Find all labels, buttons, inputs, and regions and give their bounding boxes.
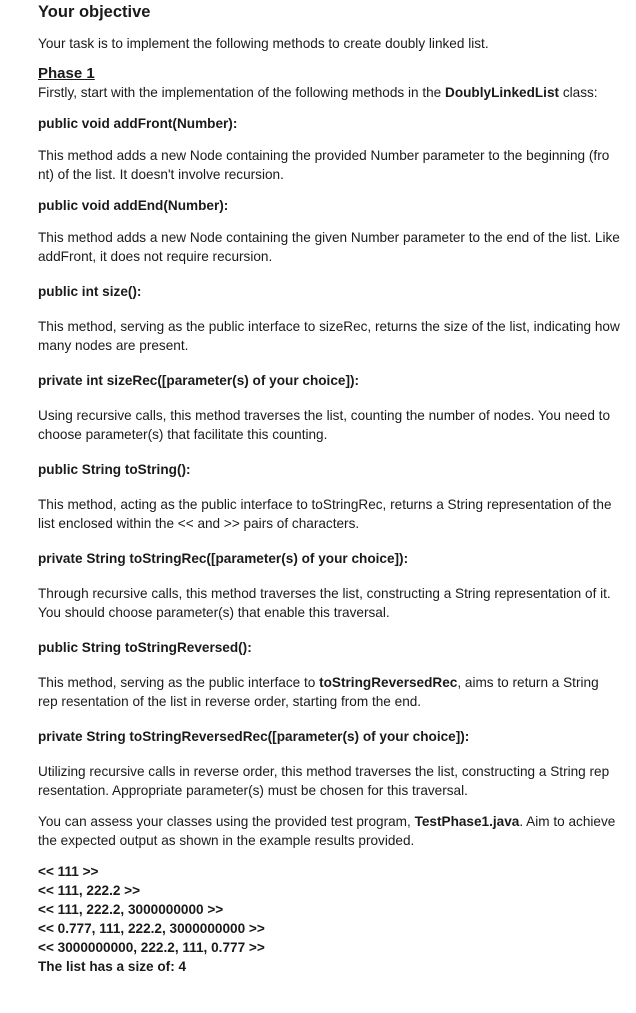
method-signature: public void addFront(Number): [38,116,238,131]
method-description: This method adds a new Node containing the given Number parameter to the end of the list. Like addFront, it does not require recursion. [38,230,620,264]
method-signature: private int sizeRec([parameter(s) of your choice]): [38,373,360,388]
phase-desc-text-end: class: [559,85,598,100]
method-signature: public String toString(): [38,462,191,477]
method-signature: private String toStringRec([parameter(s) of your choice]): [38,551,409,566]
method-name: toStringReversedRec [319,675,458,690]
method-description: This method, acting as the public interface to toStringRec, returns a String representation of the list enclosed within the << and >> pairs of characters. [38,497,612,531]
assess-text [38,812,622,850]
method-description: Through recursive calls, this method traverses the list, constructing a String representation of it. You should choose parameter(s) that enable this traversal. [38,586,611,620]
method-description [38,673,622,711]
output-line: << 111, 222.2, 3000000000 >> [38,902,224,917]
method-desc-text-end: , aims to return a String rep resentation of the list in reverse order, starting from the end. [38,675,599,709]
method-signature: public int size(): [38,284,142,299]
method-signature: public void addEnd(Number): [38,198,229,213]
assess-text-end: . Aim to achieve the expected output as shown in the example results provided. [38,814,616,848]
test-file-name: TestPhase1.java [414,814,520,829]
output-line: << 3000000000, 222.2, 111, 0.777 >> [38,940,265,955]
phase-description [38,83,622,102]
method-description: This method adds a new Node containing the provided Number parameter to the beginning (fro nt) of the list. It doesn't involve recursion. [38,148,610,182]
document-body [38,34,622,976]
output-line: << 111 >> [38,864,99,879]
output-line: The list has a size of: 4 [38,959,187,974]
intro-text: Your task is to implement the following methods to create doubly linked list. [38,36,489,51]
output-line: << 0.777, 111, 222.2, 3000000000 >> [38,921,265,936]
class-name: DoublyLinkedList [445,85,560,100]
method-desc-text: This method, serving as the public interface to [38,675,320,690]
method-description: Utilizing recursive calls in reverse order, this method traverses the list, constructing a String rep resentation. Appropriate parameter(s) must be chosen for this traversal. [38,764,610,798]
phase-desc-text: Firstly, start with the implementation of the following methods in the [38,85,445,100]
method-signature: public String toStringReversed(): [38,640,252,655]
method-signature: private String toStringReversedRec([parameter(s) of your choice]): [38,729,470,744]
method-description: Using recursive calls, this method traverses the list, counting the number of nodes. You need to choose parameter(s) that facilitate this counting. [38,408,611,442]
page-title: Your objective [38,3,151,21]
assess-text-start: You can assess your classes using the provided test program, [38,814,415,829]
method-description: This method, serving as the public interface to sizeRec, returns the size of the list, indicating how many nodes are present. [38,319,620,353]
phase-heading: Phase 1 [38,65,95,82]
expected-output [38,862,622,976]
output-line: << 111, 222.2 >> [38,883,141,898]
